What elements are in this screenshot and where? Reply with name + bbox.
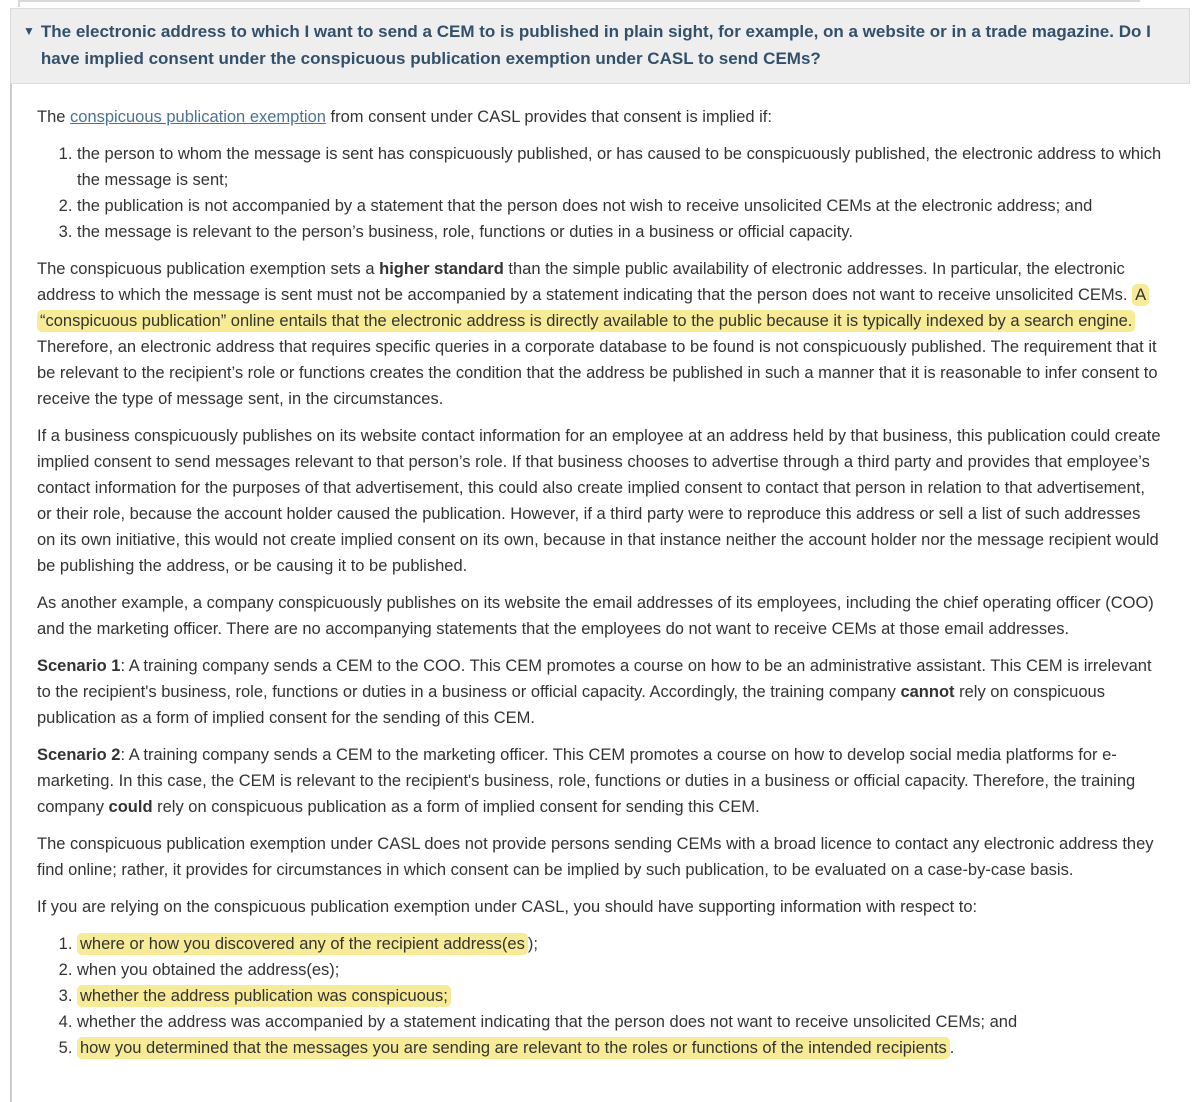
text-segment: The bbox=[37, 108, 71, 126]
scenario-2-paragraph bbox=[37, 742, 1162, 820]
supporting-item-5 bbox=[77, 1035, 1162, 1061]
text-segment: the publication is not accompanied by a statement that the person does not wish to receive unsolicited CEMs at the electronic address; and bbox=[77, 197, 1093, 215]
text-segment: rely on conspicuous publication as a form of implied consent for sending this CEM. bbox=[152, 798, 760, 816]
text-segment: : A training company sends a CEM to the marketing officer. This CEM promotes a course on how to develop social media platforms for e-marketing. In this case, the CEM is relevant to the recipient's business, role, functions or duties in a business or official capacity. Therefore, the training company bbox=[37, 746, 1136, 816]
intro-paragraph bbox=[37, 104, 1162, 130]
highlighted-text: where or how you discovered any of the recipient address(es bbox=[77, 933, 528, 955]
supporting-item-1 bbox=[77, 931, 1162, 957]
text-segment: than the simple public availability of electronic addresses. In particular, the electronic address to which the message is sent must not be accompanied by a statement indicating that the person does not want to receive unsolicited CEMs. bbox=[37, 260, 1133, 304]
supporting-info-paragraph bbox=[37, 894, 1162, 920]
text-segment: whether the address was accompanied by a statement indicating that the person does not want to receive unsolicited CEMs; and bbox=[77, 1013, 1018, 1031]
supporting-item-4 bbox=[77, 1009, 1162, 1035]
consent-conditions-list bbox=[37, 141, 1162, 245]
accordion-body bbox=[10, 84, 1190, 1102]
text-segment: The conspicuous publication exemption under CASL does not provide persons sending CEMs with a broad licence to contact any electronic address they find online; rather, it provides for circumstances in which consent can be implied by such publication, to be evaluated on a case-by-case basis. bbox=[37, 835, 1154, 879]
text-segment: ); bbox=[527, 935, 538, 953]
text-segment: . bbox=[949, 1039, 955, 1057]
higher-standard-paragraph bbox=[37, 256, 1162, 412]
bold-text: Scenario 1 bbox=[37, 657, 121, 675]
text-segment: the message is relevant to the person’s business, role, functions or duties in a business or official capacity. bbox=[77, 223, 853, 241]
text-segment: when you obtained the address(es); bbox=[77, 961, 340, 979]
accordion-title: The electronic address to which I want to send a CEM to is published in plain sight, for example, on a website or in a trade magazine. Do I have implied consent under the conspicuous publication exemption under CASL to send CEMs? bbox=[40, 22, 1151, 68]
previous-item-edge bbox=[18, 0, 1140, 7]
text-segment: If a business conspicuously publishes on its website contact information for an employee at an address held by that business, this publication could create implied consent to send messages relevant to that person’s role. If that business chooses to advertise through a third party and provides that employee’s contact information for the purposes of that advertisement, this could also create implied consent to contact that person in relation to that advertisement, or their role, because the account holder caused the publication. However, if a third party were to reproduce this address or sell a list of such addresses on its own initiative, this would not create implied consent on its own, because in that instance neither the account holder nor the message recipient would be publishing the address, or be causing it to be published. bbox=[37, 427, 1161, 575]
text-segment: The conspicuous publication exemption sets a bbox=[37, 260, 380, 278]
bold-text: cannot bbox=[900, 683, 955, 701]
text-segment: the person to whom the message is sent has conspicuously published, or has caused to be conspicuously published, the electronic address to which the message is sent; bbox=[77, 145, 1162, 189]
bold-text: higher standard bbox=[379, 260, 504, 278]
text-segment: If you are relying on the conspicuous publication exemption under CASL, you should have supporting information with respect to: bbox=[37, 898, 978, 916]
bold-text: Scenario 2 bbox=[37, 746, 121, 764]
supporting-info-list bbox=[37, 931, 1162, 1061]
text-segment: rely on conspicuous publication as a form of implied consent for the sending of this CEM. bbox=[37, 683, 1105, 727]
condition-item-2 bbox=[77, 193, 1162, 219]
accordion-header[interactable] bbox=[10, 8, 1190, 84]
highlighted-text: whether the address publication was conspicuous; bbox=[77, 985, 451, 1007]
conspicuous-publication-exemption-link[interactable]: conspicuous publication exemption bbox=[70, 108, 326, 126]
collapse-caret-icon: ▼ bbox=[23, 24, 35, 38]
text-segment: : A training company sends a CEM to the COO. This CEM promotes a course on how to be an administrative assistant. This CEM is irrelevant to the recipient's business, role, functions or duties in a business or official capacity. Accordingly, the training company bbox=[37, 657, 1152, 701]
business-publishes-paragraph bbox=[37, 423, 1162, 579]
highlighted-text: A “conspicuous publication” online entails that the electronic address is directly available to the public because it is typically indexed by a search engine. bbox=[37, 284, 1149, 332]
text-segment: from consent under CASL provides that consent is implied if: bbox=[325, 108, 772, 126]
broad-licence-paragraph bbox=[37, 831, 1162, 883]
condition-item-3 bbox=[77, 219, 1162, 245]
bold-text: could bbox=[108, 798, 153, 816]
scenario-1-paragraph bbox=[37, 653, 1162, 731]
highlighted-text: how you determined that the messages you are sending are relevant to the roles or functions of the intended recipients bbox=[77, 1037, 950, 1059]
faq-accordion-item bbox=[10, 8, 1190, 1102]
condition-item-1 bbox=[77, 141, 1162, 193]
text-segment: As another example, a company conspicuously publishes on its website the email addresses of its employees, including the chief operating officer (COO) and the marketing officer. There are no accompanying statements that the employees do not want to receive CEMs at those email addresses. bbox=[37, 594, 1154, 638]
text-segment: Therefore, an electronic address that requires specific queries in a corporate database to be found is not conspicuously published. The requirement that it be relevant to the recipient’s role or functions creates the condition that the address be published in such a manner that it is reasonable to infer consent to receive the type of message sent, in the circumstances. bbox=[37, 338, 1158, 408]
supporting-item-3 bbox=[77, 983, 1162, 1009]
supporting-item-2 bbox=[77, 957, 1162, 983]
another-example-paragraph bbox=[37, 590, 1162, 642]
